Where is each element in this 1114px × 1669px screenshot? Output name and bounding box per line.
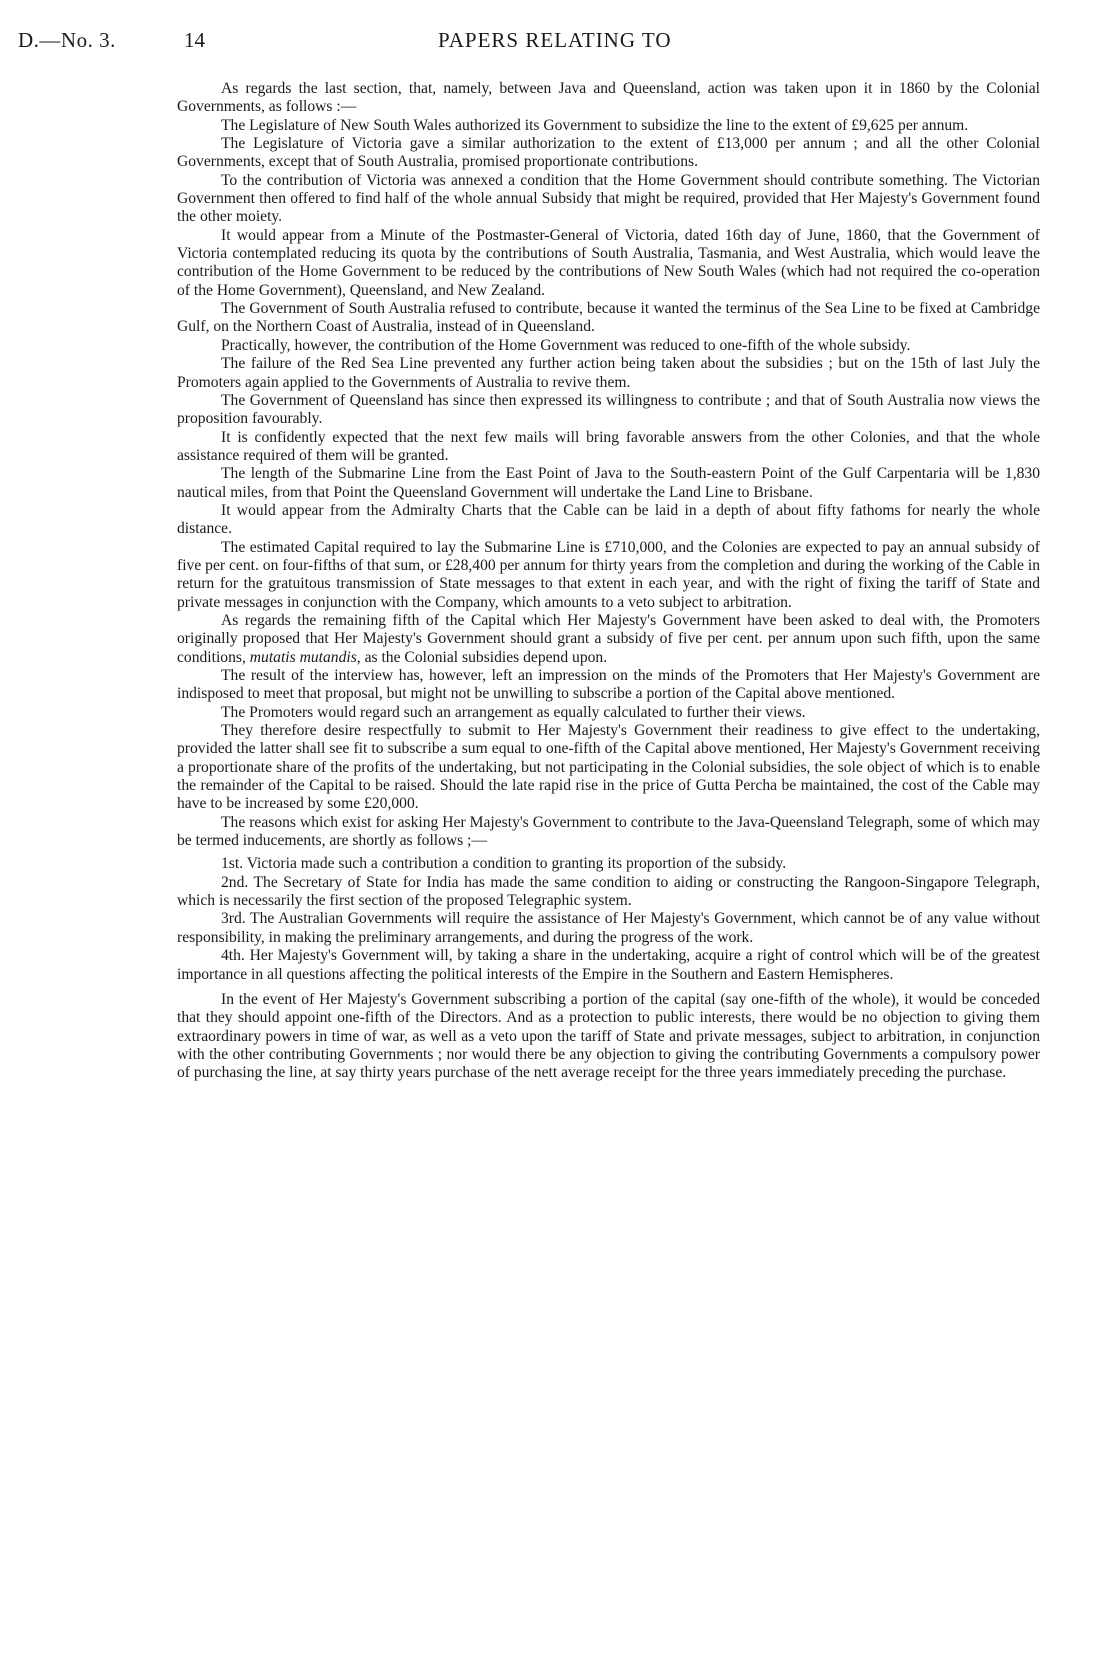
paragraph: The Legislature of New South Wales authorized its Government to subsidize the line to the extent of £9,625 per annum. (221, 116, 969, 134)
body-text (177, 80, 1040, 1083)
paragraph: To the contribution of Victoria was annexed a condition that the Home Government should contribute something. The Victorian Government then offered to find half of the whole annual Subsidy that might be required, provided that Her Majesty's Government found the other moiety. (177, 171, 1040, 226)
paragraph: The result of the interview has, however, left an impression on the minds of the Promoters that Her Majesty's Government are indisposed to meet that proposal, but might not be unwilling to subscribe a portion of the Capital above mentioned. (177, 667, 1040, 703)
paragraph: In the event of Her Majesty's Government subscribing a portion of the capital (say one-fifth of the whole), it would be conceded that they should appoint one-fifth of the Directors. And as a protection to public interests, there would be no objection to giving them extraordinary powers in time of war, as well as a veto upon the tariff of State and private messages, subject to arbitration, in conjunction with the other contributing Governments ; nor would there be any objection to giving the contributing Governments a compulsory power of purchasing the line, at say thirty years purchase of the nett average receipt for the three years immediately preceding the purchase. (177, 990, 1040, 1082)
paragraph: The failure of the Red Sea Line prevented any further action being taken about the subsidies ; but on the 15th of last July the Promoters again applied to the Governments of Australia to revive them. (177, 355, 1040, 391)
list-item: 4th. Her Majesty's Government will, by taking a share in the undertaking, acquire a right of control which will be of the greatest importance in all questions affecting the political interests of the Empire in the Southern and Eastern Hemispheres. (177, 947, 1040, 983)
page-number: 14 (184, 28, 205, 52)
paragraph-text: as the Colonial subsidies depend upon. (360, 648, 608, 666)
paragraph: The estimated Capital required to lay the Submarine Line is £710,000, and the Colonies are expected to pay an annual subsidy of five per cent. on four-fifths of that sum, or £28,400 per annum for thirty years from the completion and during the working of the Cable in return for the gratuitous transmission of State messages to that extent in each year, and with the right of fixing the tariff of State and private messages in conjunction with the Company, which amounts to a veto subject to arbitration. (177, 538, 1040, 611)
italic-phrase: mutatis mutandis, (249, 648, 361, 666)
paragraph: The Government of Queensland has since then expressed its willingness to contribute ; and that of South Australia now views the proposition favourably. (177, 391, 1040, 428)
paragraph: As regards the last section, that, namely, between Java and Queensland, action was taken upon it in 1860 by the Colonial Governments, as follows :— (177, 80, 1040, 116)
paragraph: It is confidently expected that the next few mails will bring favorable answers from the other Colonies, and that the whole assistance required of them will be granted. (177, 428, 1040, 464)
paragraph: They therefore desire respectfully to submit to Her Majesty's Government their readiness to give effect to the undertaking, provided the latter shall see fit to subscribe a sum equal to one-fifth of the Capital above mentioned, Her Majesty's Government receiving a proportionate share of the profits of the undertaking, but not participating in the Colonial subsidies, the sole object of which is to enable the remainder of the Capital to be raised. Should the late rapid rise in the price of Gutta Percha be maintained, the cost of the Cable may have to be increased by some £20,000. (177, 722, 1040, 813)
paragraph: The length of the Submarine Line from the East Point of Java to the South-eastern Point of the Gulf Carpentaria will be 1,830 nautical miles, from that Point the Queensland Government will undertake the Land Line to Brisbane. (177, 465, 1040, 501)
list-item: 1st. Victoria made such a contribution a condition to granting its proportion of the subsidy. (221, 855, 787, 873)
list-item: 3rd. The Australian Governments will require the assistance of Her Majesty's Government, which cannot be of any value without responsibility, in making the preliminary arrangements, and during the progress of the work. (177, 910, 1040, 946)
paragraph: It would appear from a Minute of the Postmaster-General of Victoria, dated 16th day of June, 1860, that the Government of Victoria contemplated reducing its quota by the contributions of South Australia, Tasmania, and West Australia, which would leave the contribution of the Home Government to be reduced by the contributions of New South Wales (which had not required the co-operation of the Home Government), Queensland, and New Zealand. (177, 226, 1040, 299)
document-reference: D.—No. 3. (18, 28, 116, 52)
paragraph: The Government of South Australia refused to contribute, because it wanted the terminus of the Sea Line to be fixed at Cambridge Gulf, on the Northern Coast of Australia, instead of in Queensland. (177, 300, 1040, 336)
paragraph: The reasons which exist for asking Her Majesty's Government to contribute to the Java-Queensland Telegraph, some of which may be termed inducements, are shortly as follows ;— (177, 813, 1040, 850)
paragraph-text: As regards the remaining fifth of the Capital which Her Majesty's Government have been asked to deal with, the Promoters originally proposed that Her Majesty's Government should grant a subsidy of five per cent. per annum upon such fifth, upon the same conditions, (177, 611, 1040, 666)
page-header (18, 28, 1058, 64)
running-title: PAPERS RELATING TO (438, 28, 672, 52)
paragraph: The Legislature of Victoria gave a similar authorization to the extent of £13,000 per annum ; and all the other Colonial Governments, except that of South Australia, promised proportionate contributions. (177, 135, 1040, 171)
paragraph: Practically, however, the contribution of the Home Government was reduced to one-fifth of the whole subsidy. (221, 336, 911, 354)
list-item: 2nd. The Secretary of State for India has made the same condition to aiding or constructing the Rangoon-Singapore Telegraph, which is necessarily the first section of the proposed Telegraphic system. (177, 873, 1040, 910)
paragraph: It would appear from the Admiralty Charts that the Cable can be laid in a depth of about fifty fathoms for nearly the whole distance. (177, 501, 1040, 538)
paragraph (177, 612, 1040, 667)
paragraph: The Promoters would regard such an arrangement as equally calculated to further their views. (221, 703, 806, 721)
